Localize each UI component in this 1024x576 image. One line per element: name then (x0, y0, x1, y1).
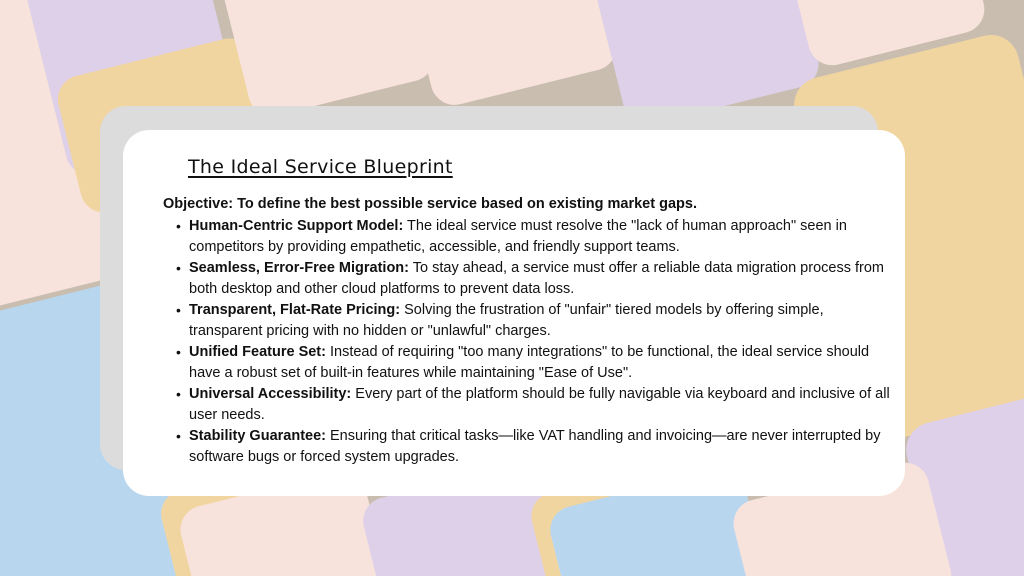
objective-line: Objective: To define the best possible service based on existing market gaps. (163, 196, 697, 212)
point-heading: Transparent, Flat-Rate Pricing: (189, 302, 401, 318)
blueprint-points-list (189, 216, 894, 468)
blueprint-point (189, 342, 894, 384)
point-heading: Human-Centric Support Model: (189, 218, 404, 234)
point-text: Ensuring that critical tasks—like VAT handling and invoicing—are never interrupted by software bugs or forced system upgrades. (189, 428, 881, 465)
point-text: Instead of requiring "too many integrations" to be functional, the ideal service should have a robust set of built-in features while maintaining "Ease of Use". (189, 344, 870, 381)
slide-card (123, 130, 905, 496)
point-heading: Stability Guarantee: (189, 428, 326, 444)
blueprint-point (189, 216, 894, 258)
point-text: Every part of the platform should be fully navigable via keyboard and inclusive of all user needs. (189, 386, 890, 423)
blueprint-point (189, 426, 894, 468)
point-heading: Seamless, Error-Free Migration: (189, 260, 409, 276)
point-heading: Universal Accessibility: (189, 386, 352, 402)
point-text: The ideal service must resolve the "lack of human approach" seen in competitors by providing empathetic, accessible, and friendly support teams. (189, 218, 847, 255)
blueprint-point (189, 258, 894, 300)
blueprint-point (189, 300, 894, 342)
point-text: To stay ahead, a service must offer a reliable data migration process from both desktop and other cloud platforms to prevent data loss. (189, 260, 884, 297)
point-heading: Unified Feature Set: (189, 344, 326, 360)
slide-title: The Ideal Service Blueprint (188, 156, 453, 178)
point-text: Solving the frustration of "unfair" tiered models by offering simple, transparent pricing with no hidden or "unlawful" charges. (189, 302, 824, 339)
blueprint-point (189, 384, 894, 426)
